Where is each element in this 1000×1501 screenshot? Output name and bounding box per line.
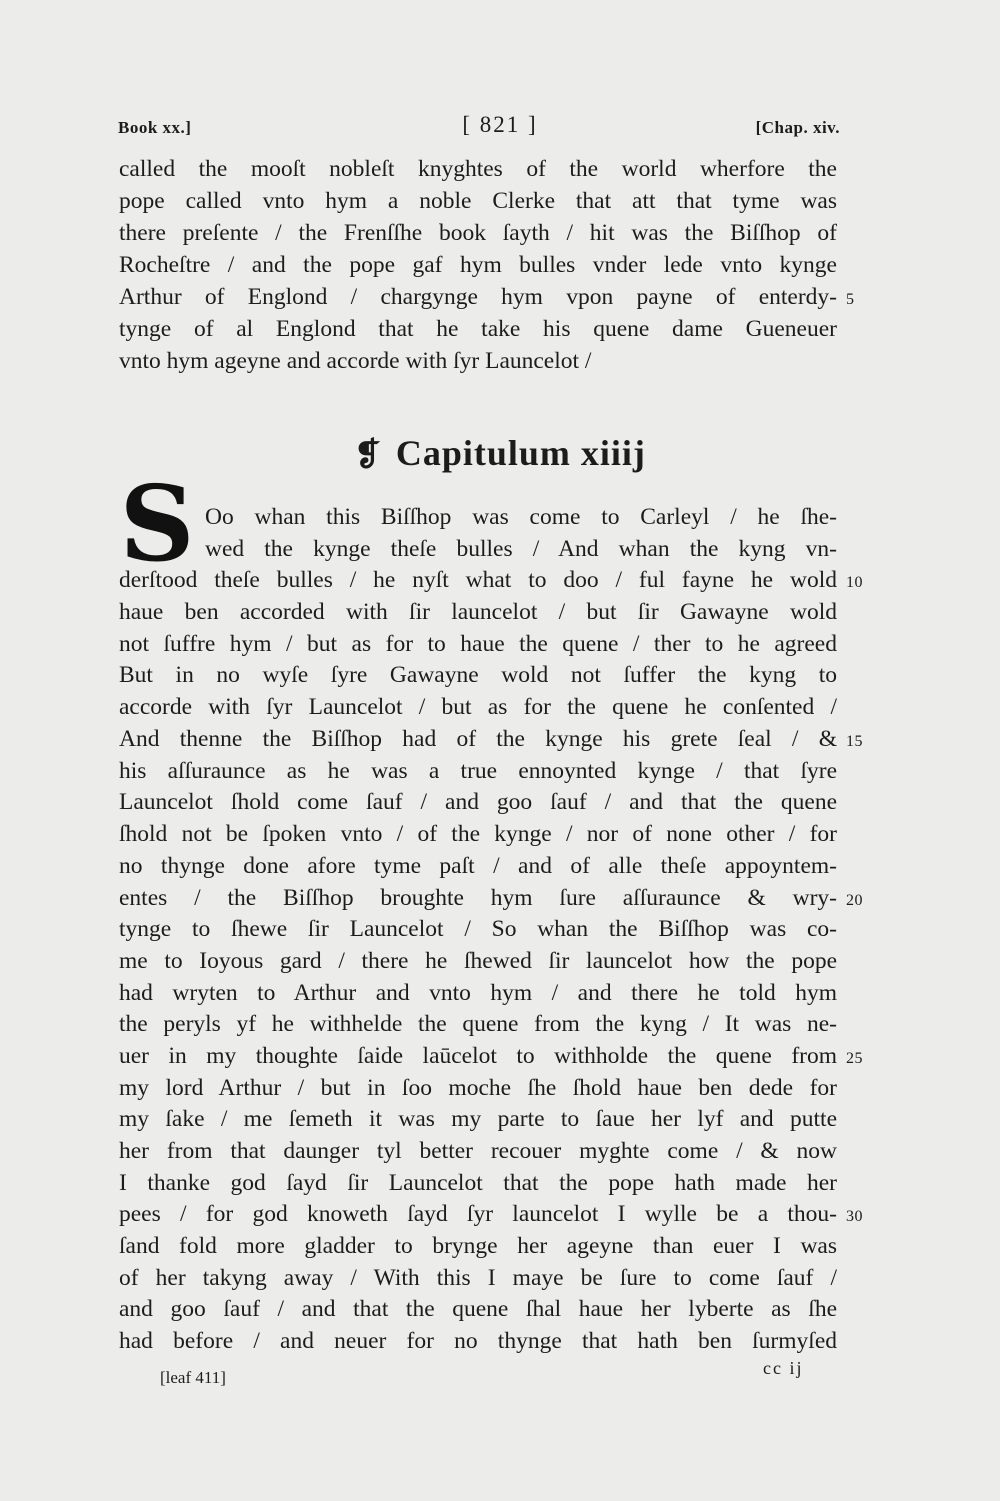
text-line: entes / the Biſſhop broughte hym ſure aſſuraunce & wry- [119,885,837,911]
text-line: tynge to ſhewe ſir Launcelot / So whan the Biſſhop was co- [119,916,837,942]
paragraph-mark-icon: ❡ [354,436,382,472]
line-number: 5 [846,291,855,308]
text-line: ſhold not be ſpoken vnto / of the kynge / nor of none other / for [119,821,837,847]
text-line: had wryten to Arthur and vnto hym / and there he told hym [119,980,837,1006]
text-line: her from that daunger tyl better recouer myghte come / & now [119,1138,837,1164]
text-line: his aſſuraunce as he was a true ennoynted kynge / that ſyre [119,758,837,784]
text-line: wed the kynge theſe bulles / And whan the kyng vn- [205,536,837,562]
text-line: But in no wyſe ſyre Gawayne wold not ſuffer the kyng to [119,662,837,688]
text-line: pees / for god knoweth ſayd ſyr launcelot I wylle be a thou- [119,1201,837,1227]
leaf-reference: [leaf 411] [160,1368,226,1387]
drop-cap-initial: S [119,462,195,585]
line-number: 10 [846,574,863,591]
text-line: and goo ſauf / and that the quene ſhal haue her lyberte as ſhe [119,1296,837,1322]
text-line: tynge of al Englond that he take his quene dame Gueneuer [119,316,837,342]
text-line: no thynge done afore tyme paſt / and of alle theſe appoyntem- [119,853,837,879]
text-line: Oo whan this Biſſhop was come to Carleyl / he ſhe- [205,504,837,530]
text-line: the peryls yf he withhelde the quene from the kyng / It was ne- [119,1011,837,1037]
text-line: haue ben accorded with ſir launcelot / but ſir Gawayne wold [119,599,837,625]
text-line: I thanke god ſayd ſir Launcelot that the pope hath made her [119,1170,837,1196]
text-line: there preſente / the Frenſſhe book ſayth / hit was the Biſſhop of [119,220,837,246]
text-line: called the mooſt nobleſt knyghtes of the world wherfore the [119,156,837,182]
line-number: 30 [846,1208,863,1225]
text-line: vnto hym ageyne and accorde with ſyr Launcelot / [119,348,592,374]
text-line: my ſake / me ſemeth it was my parte to ſaue her lyf and putte [119,1106,837,1132]
line-number: 20 [846,892,863,909]
line-number: 25 [846,1050,863,1067]
signature-mark: cc ij [763,1358,804,1378]
text-line: ſand fold more gladder to brynge her ageyne than euer I was [119,1233,837,1259]
text-line: And thenne the Biſſhop had of the kynge his grete ſeal / & [119,726,837,752]
running-head-book: Book xx.] [118,118,192,137]
chapter-title: Capitulum xiiij [395,433,646,473]
text-line: of her takyng away / With this I maye be ſure to come ſauf / [119,1265,837,1291]
line-number: 15 [846,733,863,750]
text-line: had before / and neuer for no thynge that hath ben ſurmyſed [119,1328,837,1354]
text-line: not ſuffre hym / but as for to haue the quene / ther to he agreed [119,631,837,657]
text-line: Rocheſtre / and the pope gaf hym bulles vnder lede vnto kynge [119,252,837,278]
text-line: Arthur of Englond / chargynge hym vpon payne of enterdy- [119,284,837,310]
running-head-chapter: [Chap. xiv. [755,118,840,137]
text-line: accorde with ſyr Launcelot / but as for the quene he conſented / [119,694,837,720]
page-number: [ 821 ] [462,112,538,137]
text-line: derſtood theſe bulles / he nyſt what to doo / ful fayne he wold [119,567,837,593]
text-line: uer in my thoughte ſaide laūcelot to withholde the quene from [119,1043,837,1069]
text-line: my lord Arthur / but in ſoo moche ſhe ſhold haue ben dede for [119,1075,837,1101]
text-line: Launcelot ſhold come ſauf / and goo ſauf / and that the quene [119,789,837,815]
text-line: me to Ioyous gard / there he ſhewed ſir launcelot how the pope [119,948,837,974]
text-line: pope called vnto hym a noble Clerke that att that tyme was [119,188,837,214]
